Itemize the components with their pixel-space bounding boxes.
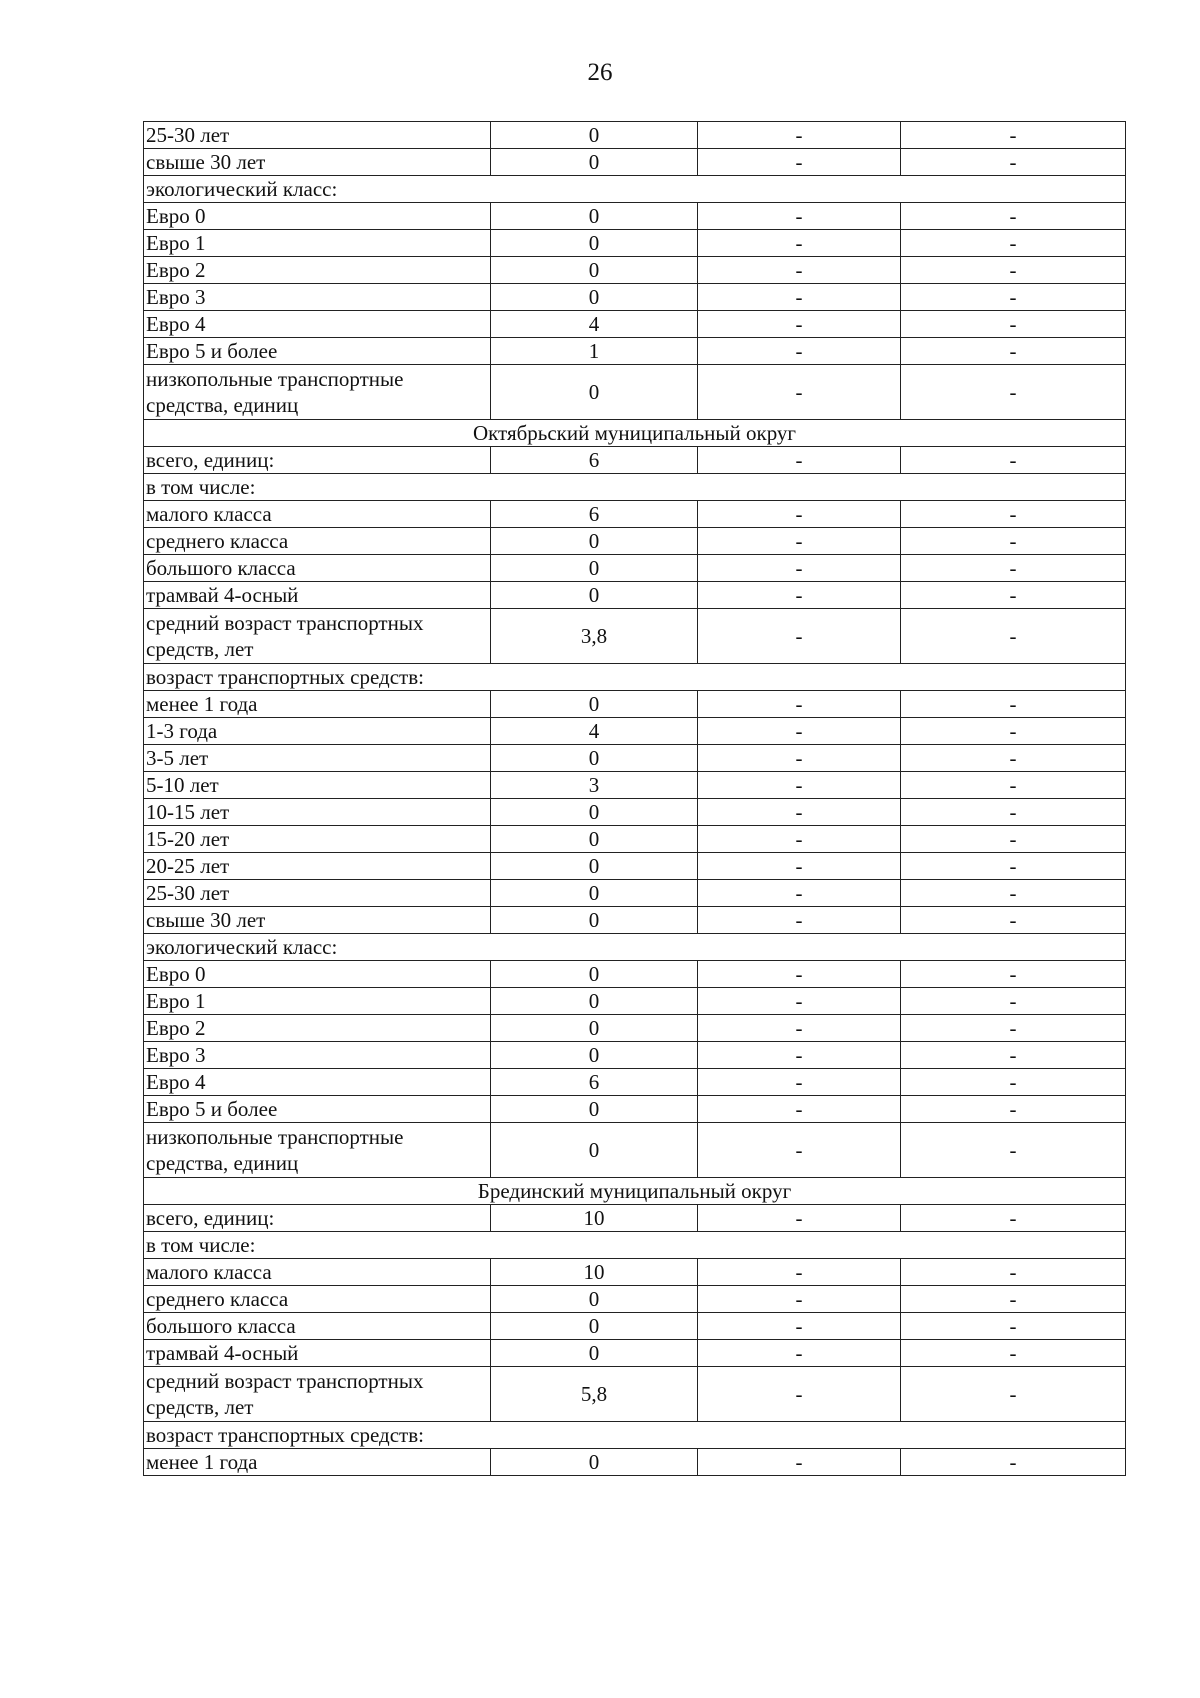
- row-label: трамвай 4-осный: [144, 1340, 491, 1367]
- row-col3-value: -: [698, 961, 901, 988]
- row-col3-value: -: [698, 501, 901, 528]
- table-row: [144, 1340, 1126, 1367]
- row-value: 0: [491, 745, 698, 772]
- row-col4-value: -: [901, 745, 1126, 772]
- row-label: трамвай 4-осный: [144, 582, 491, 609]
- row-col3-value: -: [698, 1123, 901, 1178]
- subheader-row: [144, 1422, 1126, 1449]
- row-value: 0: [491, 149, 698, 176]
- row-value: 0: [491, 1015, 698, 1042]
- row-label: малого класса: [144, 1259, 491, 1286]
- row-value: 0: [491, 1340, 698, 1367]
- subheader-label: в том числе:: [144, 474, 1126, 501]
- table-row: [144, 799, 1126, 826]
- row-col4-value: -: [901, 1449, 1126, 1476]
- table-row: [144, 826, 1126, 853]
- table-row: [144, 880, 1126, 907]
- row-label: свыше 30 лет: [144, 149, 491, 176]
- row-col3-value: -: [698, 1286, 901, 1313]
- row-value: 4: [491, 718, 698, 745]
- row-col4-value: -: [901, 907, 1126, 934]
- row-col4-value: -: [901, 1123, 1126, 1178]
- row-value: 0: [491, 365, 698, 420]
- table-row: [144, 122, 1126, 149]
- row-col4-value: -: [901, 447, 1126, 474]
- row-col4-value: -: [901, 1069, 1126, 1096]
- table-row: [144, 1015, 1126, 1042]
- row-label: Евро 5 и более: [144, 338, 491, 365]
- row-col4-value: -: [901, 257, 1126, 284]
- row-col4-value: -: [901, 1259, 1126, 1286]
- row-value: 0: [491, 961, 698, 988]
- row-value: 0: [491, 1286, 698, 1313]
- row-col3-value: -: [698, 257, 901, 284]
- row-col3-value: -: [698, 1205, 901, 1232]
- row-label: Евро 2: [144, 257, 491, 284]
- row-col4-value: -: [901, 1367, 1126, 1422]
- row-label: 15-20 лет: [144, 826, 491, 853]
- row-label: Евро 4: [144, 311, 491, 338]
- row-value: 0: [491, 988, 698, 1015]
- row-label: Евро 5 и более: [144, 1096, 491, 1123]
- row-col4-value: -: [901, 1340, 1126, 1367]
- row-col4-value: -: [901, 1313, 1126, 1340]
- table-row: [144, 691, 1126, 718]
- row-col3-value: -: [698, 122, 901, 149]
- row-value: 0: [491, 582, 698, 609]
- subheader-label: экологический класс:: [144, 934, 1126, 961]
- row-col3-value: -: [698, 907, 901, 934]
- table-row: [144, 1286, 1126, 1313]
- row-value: 0: [491, 826, 698, 853]
- row-col4-value: -: [901, 230, 1126, 257]
- row-col3-value: -: [698, 284, 901, 311]
- row-col4-value: -: [901, 1205, 1126, 1232]
- row-col3-value: -: [698, 718, 901, 745]
- row-col3-value: -: [698, 203, 901, 230]
- row-col4-value: -: [901, 718, 1126, 745]
- row-col4-value: -: [901, 826, 1126, 853]
- row-value: 6: [491, 1069, 698, 1096]
- subheader-row: [144, 934, 1126, 961]
- row-col4-value: -: [901, 799, 1126, 826]
- table-row: [144, 582, 1126, 609]
- row-value: 0: [491, 1042, 698, 1069]
- table-row: [144, 203, 1126, 230]
- row-col4-value: -: [901, 772, 1126, 799]
- row-col4-value: -: [901, 149, 1126, 176]
- row-col4-value: -: [901, 691, 1126, 718]
- row-col4-value: -: [901, 365, 1126, 420]
- row-label: малого класса: [144, 501, 491, 528]
- table-row: [144, 555, 1126, 582]
- row-label: менее 1 года: [144, 691, 491, 718]
- row-value: 0: [491, 555, 698, 582]
- table-row: [144, 1069, 1126, 1096]
- row-value: 0: [491, 880, 698, 907]
- row-value: 0: [491, 1313, 698, 1340]
- subheader-row: [144, 1232, 1126, 1259]
- row-col3-value: -: [698, 447, 901, 474]
- row-label: 3-5 лет: [144, 745, 491, 772]
- subheader-label: в том числе:: [144, 1232, 1126, 1259]
- table-row: [144, 1313, 1126, 1340]
- row-value: 6: [491, 447, 698, 474]
- row-col3-value: -: [698, 988, 901, 1015]
- row-label: Евро 2: [144, 1015, 491, 1042]
- row-label: всего, единиц:: [144, 1205, 491, 1232]
- section-header-row: [144, 1178, 1126, 1205]
- row-label: среднего класса: [144, 1286, 491, 1313]
- row-label: 25-30 лет: [144, 880, 491, 907]
- table-row: [144, 907, 1126, 934]
- row-col3-value: -: [698, 853, 901, 880]
- row-col3-value: -: [698, 365, 901, 420]
- row-col3-value: -: [698, 338, 901, 365]
- row-col4-value: -: [901, 853, 1126, 880]
- table-row: [144, 365, 1126, 420]
- row-col4-value: -: [901, 1286, 1126, 1313]
- row-col3-value: -: [698, 880, 901, 907]
- row-value: 3,8: [491, 609, 698, 664]
- row-label: всего, единиц:: [144, 447, 491, 474]
- table-row: [144, 284, 1126, 311]
- row-col3-value: -: [698, 1449, 901, 1476]
- subheader-row: [144, 176, 1126, 203]
- table-row: [144, 609, 1126, 664]
- row-label: 10-15 лет: [144, 799, 491, 826]
- subheader-label: возраст транспортных средств:: [144, 1422, 1126, 1449]
- row-value: 0: [491, 1096, 698, 1123]
- row-col3-value: -: [698, 149, 901, 176]
- table-row: [144, 1096, 1126, 1123]
- section-title: Брединский муниципальный округ: [144, 1178, 1126, 1205]
- row-label: 5-10 лет: [144, 772, 491, 799]
- row-col4-value: -: [901, 1015, 1126, 1042]
- vehicle-statistics-table: [143, 121, 1126, 1476]
- row-col3-value: -: [698, 1015, 901, 1042]
- row-col3-value: -: [698, 1367, 901, 1422]
- row-label: средний возраст транспортных средств, лет: [144, 1367, 491, 1422]
- row-label: менее 1 года: [144, 1449, 491, 1476]
- row-value: 0: [491, 203, 698, 230]
- row-value: 0: [491, 257, 698, 284]
- row-value: 0: [491, 284, 698, 311]
- row-col3-value: -: [698, 1313, 901, 1340]
- row-value: 3: [491, 772, 698, 799]
- row-col4-value: -: [901, 1096, 1126, 1123]
- section-title: Октябрьский муниципальный округ: [144, 420, 1126, 447]
- row-col3-value: -: [698, 230, 901, 257]
- table-row: [144, 1042, 1126, 1069]
- row-value: 1: [491, 338, 698, 365]
- row-value: 0: [491, 528, 698, 555]
- row-label: 1-3 года: [144, 718, 491, 745]
- row-col4-value: -: [901, 284, 1126, 311]
- row-label: свыше 30 лет: [144, 907, 491, 934]
- row-col3-value: -: [698, 691, 901, 718]
- row-col4-value: -: [901, 528, 1126, 555]
- row-value: 0: [491, 1449, 698, 1476]
- row-value: 0: [491, 691, 698, 718]
- row-value: 10: [491, 1259, 698, 1286]
- subheader-row: [144, 474, 1126, 501]
- row-col4-value: -: [901, 988, 1126, 1015]
- table-row: [144, 257, 1126, 284]
- table-row: [144, 1259, 1126, 1286]
- row-label: средний возраст транспортных средств, лет: [144, 609, 491, 664]
- table-row: [144, 1449, 1126, 1476]
- row-value: 0: [491, 853, 698, 880]
- row-label: большого класса: [144, 1313, 491, 1340]
- row-value: 5,8: [491, 1367, 698, 1422]
- table-row: [144, 1123, 1126, 1178]
- table-row: [144, 772, 1126, 799]
- table-row: [144, 447, 1126, 474]
- row-col3-value: -: [698, 826, 901, 853]
- row-col4-value: -: [901, 501, 1126, 528]
- row-col4-value: -: [901, 1042, 1126, 1069]
- table-row: [144, 1367, 1126, 1422]
- row-col3-value: -: [698, 582, 901, 609]
- row-label: Евро 3: [144, 1042, 491, 1069]
- row-col3-value: -: [698, 799, 901, 826]
- row-col4-value: -: [901, 961, 1126, 988]
- row-col3-value: -: [698, 745, 901, 772]
- row-label: низкопольные транспортные средства, единиц: [144, 365, 491, 420]
- table-row: [144, 1205, 1126, 1232]
- row-label: Евро 1: [144, 988, 491, 1015]
- row-col4-value: -: [901, 582, 1126, 609]
- row-col4-value: -: [901, 311, 1126, 338]
- row-value: 6: [491, 501, 698, 528]
- row-col3-value: -: [698, 1340, 901, 1367]
- table-row: [144, 745, 1126, 772]
- table-row: [144, 853, 1126, 880]
- table-body: [144, 122, 1126, 1476]
- row-col3-value: -: [698, 1069, 901, 1096]
- table-row: [144, 501, 1126, 528]
- row-value: 0: [491, 799, 698, 826]
- table-row: [144, 961, 1126, 988]
- table-row: [144, 230, 1126, 257]
- row-col3-value: -: [698, 528, 901, 555]
- row-label: Евро 4: [144, 1069, 491, 1096]
- row-label: низкопольные транспортные средства, единиц: [144, 1123, 491, 1178]
- table-row: [144, 988, 1126, 1015]
- row-value: 0: [491, 230, 698, 257]
- subheader-label: возраст транспортных средств:: [144, 664, 1126, 691]
- row-col3-value: -: [698, 772, 901, 799]
- table-row: [144, 149, 1126, 176]
- row-col3-value: -: [698, 609, 901, 664]
- row-value: 10: [491, 1205, 698, 1232]
- row-value: 4: [491, 311, 698, 338]
- row-col4-value: -: [901, 609, 1126, 664]
- row-label: 25-30 лет: [144, 122, 491, 149]
- row-label: 20-25 лет: [144, 853, 491, 880]
- table-row: [144, 311, 1126, 338]
- row-label: Евро 3: [144, 284, 491, 311]
- row-label: Евро 0: [144, 961, 491, 988]
- row-value: 0: [491, 907, 698, 934]
- subheader-row: [144, 664, 1126, 691]
- row-col3-value: -: [698, 1042, 901, 1069]
- row-label: большого класса: [144, 555, 491, 582]
- section-header-row: [144, 420, 1126, 447]
- row-col3-value: -: [698, 555, 901, 582]
- subheader-label: экологический класс:: [144, 176, 1126, 203]
- row-label: Евро 1: [144, 230, 491, 257]
- row-col4-value: -: [901, 122, 1126, 149]
- row-col3-value: -: [698, 311, 901, 338]
- row-col4-value: -: [901, 338, 1126, 365]
- row-col4-value: -: [901, 203, 1126, 230]
- row-col3-value: -: [698, 1259, 901, 1286]
- row-value: 0: [491, 122, 698, 149]
- page-number: 26: [587, 59, 613, 86]
- table-row: [144, 718, 1126, 745]
- row-col4-value: -: [901, 555, 1126, 582]
- row-col3-value: -: [698, 1096, 901, 1123]
- row-label: среднего класса: [144, 528, 491, 555]
- row-label: Евро 0: [144, 203, 491, 230]
- table-row: [144, 528, 1126, 555]
- row-value: 0: [491, 1123, 698, 1178]
- table-row: [144, 338, 1126, 365]
- row-col4-value: -: [901, 880, 1126, 907]
